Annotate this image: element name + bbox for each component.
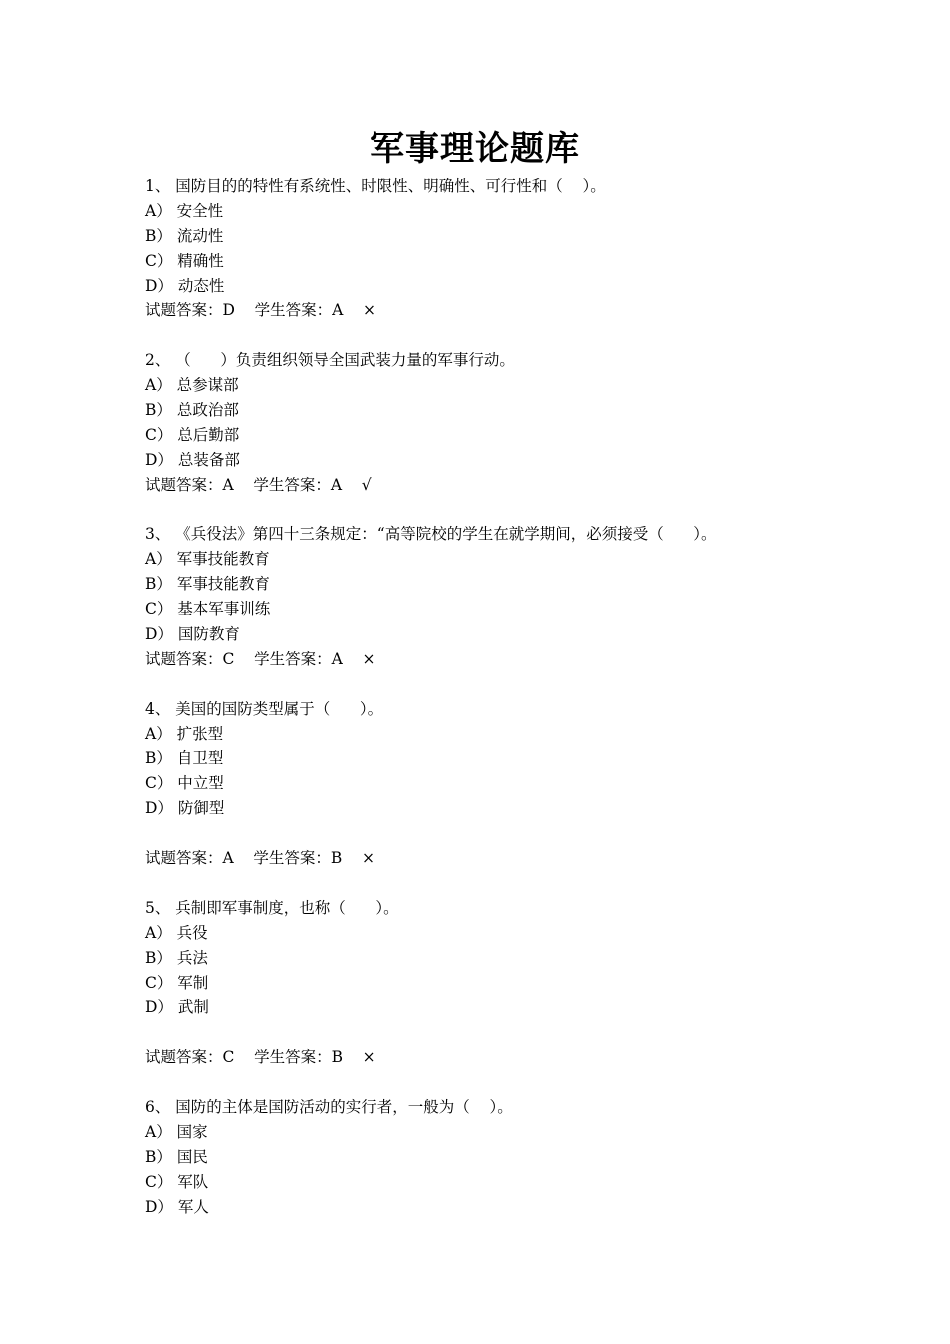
spacer	[145, 1070, 845, 1095]
option-d: D） 动态性	[145, 276, 225, 295]
option-c: C） 精确性	[145, 251, 224, 270]
option-a: A） 总参谋部	[145, 376, 239, 395]
question-stem: 5、 兵制即军事制度，也称（ ）。	[145, 898, 399, 917]
spacer	[145, 672, 845, 697]
question-6	[145, 1095, 845, 1219]
option-b: B） 军事技能教育	[145, 575, 270, 594]
spacer	[145, 821, 845, 846]
option-c: C） 基本军事训练	[145, 600, 271, 619]
option-c: C） 军制	[145, 973, 209, 992]
option-d: D） 武制	[145, 998, 209, 1017]
question-stem: 1、 国防目的的特性有系统性、时限性、明确性、可行性和（ ）。	[145, 177, 606, 195]
answer-line: 试题答案：D 学生答案：A ×	[145, 301, 377, 320]
option-a: A） 国家	[145, 1122, 208, 1141]
question-stem: 4、 美国的国防类型属于（ ）。	[145, 699, 384, 718]
spacer	[145, 1020, 845, 1045]
answer-line: 试题答案：C 学生答案：A ×	[145, 649, 376, 668]
option-a: A） 军事技能教育	[145, 550, 270, 569]
option-a: A） 扩张型	[145, 724, 224, 743]
option-d: D） 军人	[145, 1197, 209, 1216]
question-stem: 2、 （ ）负责组织领导全国武装力量的军事行动。	[145, 351, 515, 370]
question-2	[145, 348, 845, 497]
option-d: D） 防御型	[145, 799, 225, 818]
spacer	[145, 323, 845, 348]
option-b: B） 兵法	[145, 948, 208, 967]
option-b: B） 国民	[145, 1147, 208, 1166]
option-c: C） 中立型	[145, 774, 224, 793]
spacer	[145, 498, 845, 523]
question-5	[145, 896, 845, 1070]
question-3	[145, 522, 845, 671]
option-c: C） 军队	[145, 1172, 209, 1191]
question-1	[145, 174, 845, 323]
question-stem: 6、 国防的主体是国防活动的实行者，一般为（ ）。	[145, 1097, 513, 1116]
option-a: A） 兵役	[145, 923, 208, 942]
page-title: 军事理论题库	[370, 129, 580, 169]
question-list	[145, 174, 845, 1219]
option-d: D） 总装备部	[145, 450, 240, 469]
spacer	[145, 871, 845, 896]
answer-line: 试题答案：A 学生答案：A √	[145, 475, 372, 494]
option-b: B） 流动性	[145, 226, 224, 245]
answer-line: 试题答案：C 学生答案：B ×	[145, 1048, 376, 1067]
option-a: A） 安全性	[145, 201, 224, 220]
option-d: D） 国防教育	[145, 625, 240, 644]
option-b: B） 总政治部	[145, 401, 239, 420]
question-stem: 3、 《兵役法》第四十三条规定：“高等院校的学生在就学期间，必须接受（ ）。	[145, 525, 717, 544]
question-4	[145, 697, 845, 871]
answer-line: 试题答案：A 学生答案：B ×	[145, 849, 375, 868]
option-c: C） 总后勤部	[145, 425, 240, 444]
option-b: B） 自卫型	[145, 749, 224, 768]
